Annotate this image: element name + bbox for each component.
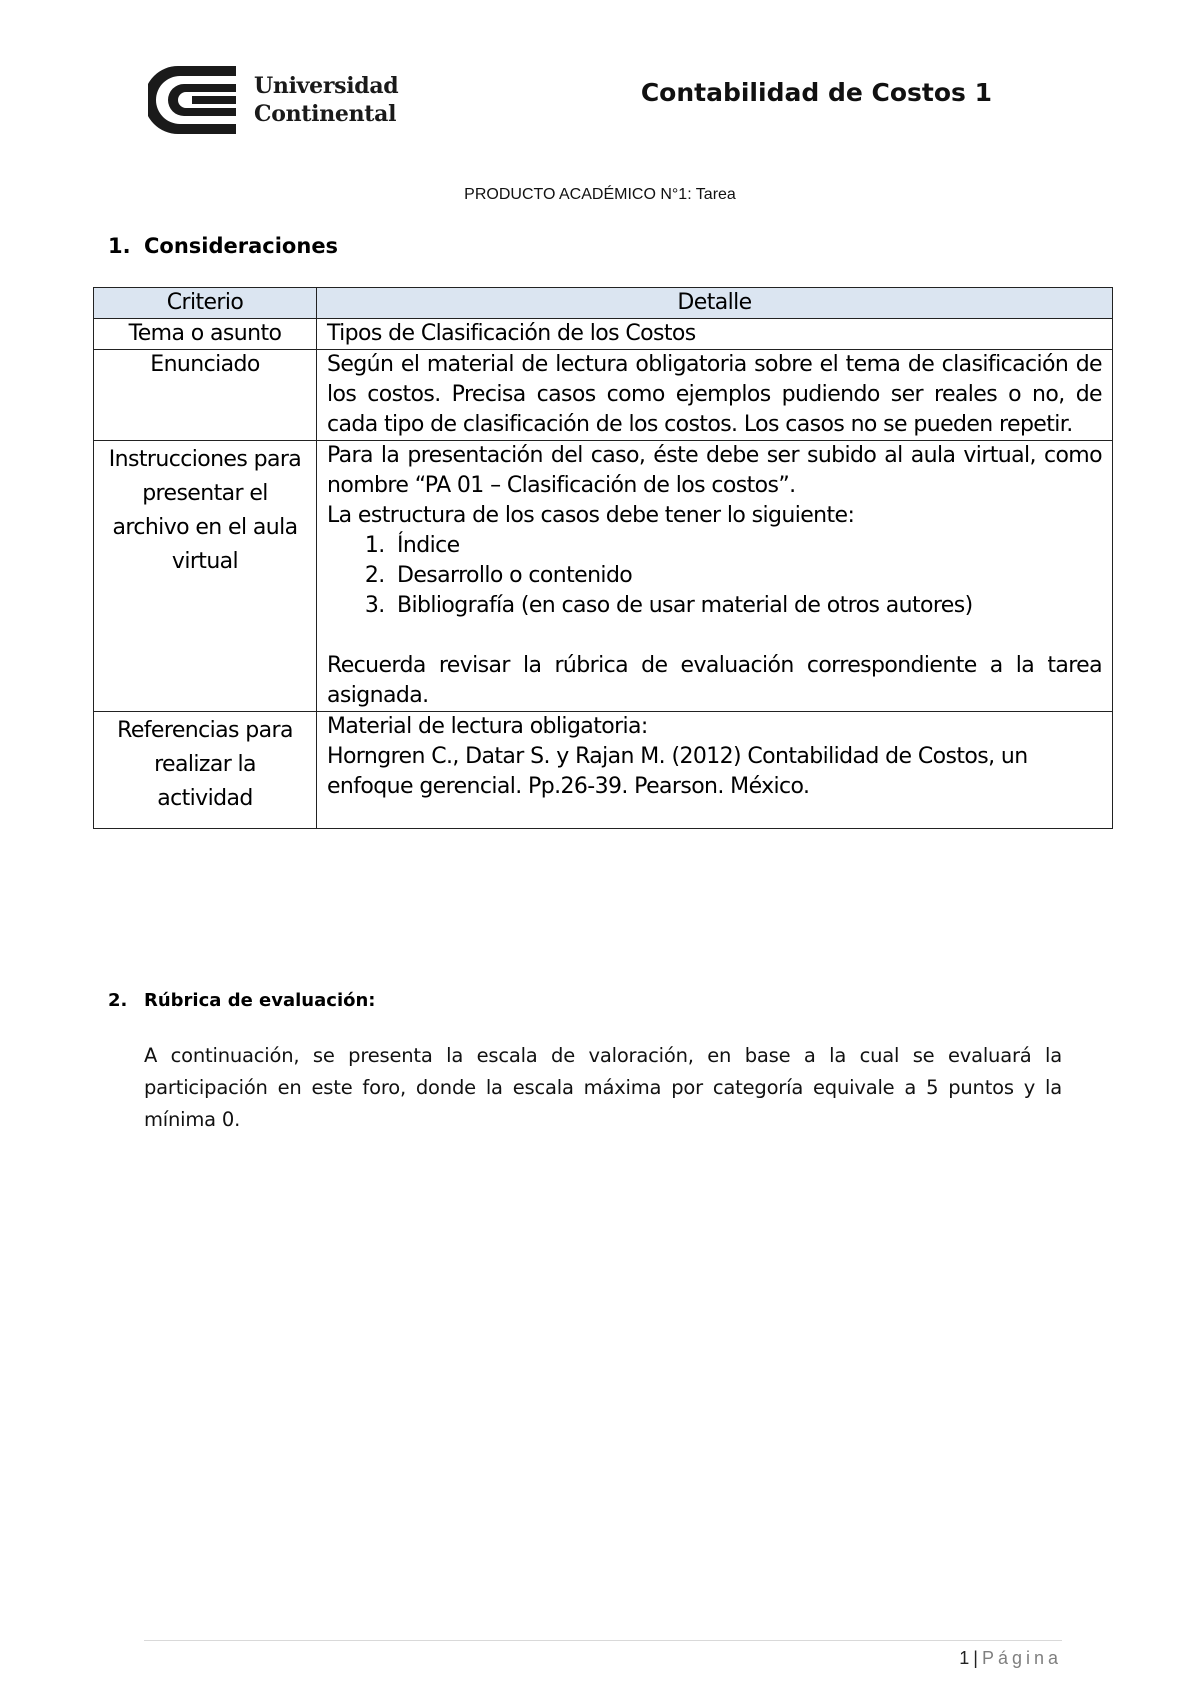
table-row <box>94 319 1113 350</box>
references-line-2: Horngren C., Datar S. y Rajan M. (2012) Contabilidad de Costos, un enfoque gerencial. Pp.26-39. Pearson. México. <box>327 744 1028 799</box>
page-number: 1 <box>959 1648 970 1668</box>
list-item: 3. Bibliografía (en caso de usar material de otros autores) <box>391 591 1102 621</box>
structure-list <box>327 531 1102 621</box>
detalle-cell: Tipos de Clasificación de los Costos <box>317 319 1113 350</box>
criterio-cell: Enunciado <box>94 350 317 441</box>
section-2-title: Rúbrica de evaluación: <box>144 990 376 1011</box>
logo-line-1: Universidad <box>254 73 399 99</box>
detalle-cell <box>317 712 1113 829</box>
references-line-1: Material de lectura obligatoria: <box>327 714 648 739</box>
section-2-paragraph: A continuación, se presenta la escala de valoración, en base a la cual se evaluará la participación en este foro, donde la escala máxima por categoría equivale a 5 puntos y la mínima 0. <box>144 1044 1062 1131</box>
page-footer <box>144 1648 1062 1669</box>
course-title: Contabilidad de Costos 1 <box>640 78 992 107</box>
spacer <box>327 621 1102 651</box>
table-row <box>94 712 1113 829</box>
criterio-cell: Tema o asunto <box>94 319 317 350</box>
list-item: 1. Índice <box>391 531 1102 561</box>
detalle-cell <box>317 441 1113 712</box>
section-1-number: 1. <box>108 234 131 258</box>
footer-separator: | <box>973 1648 978 1668</box>
detalle-cell: Según el material de lectura obligatoria sobre el tema de clasificación de los costos. Precisa casos como ejemplos pudiendo ser reales o no, de cada tipo de clasificación de los costos. Los casos no se pueden repetir. <box>317 350 1113 441</box>
list-item: 2. Desarrollo o contenido <box>391 561 1102 591</box>
section-2-heading <box>108 990 376 1011</box>
criterio-cell: Instrucciones para presentar el archivo en el aula virtual <box>94 441 317 712</box>
section-1-title: Consideraciones <box>144 234 339 258</box>
university-logo-text <box>254 72 398 128</box>
document-subtitle: PRODUCTO ACADÉMICO N°1: Tarea <box>464 186 736 203</box>
page-label: Página <box>981 1648 1062 1668</box>
table-row <box>94 441 1113 712</box>
section-1-heading <box>108 234 338 258</box>
column-header-criterio: Criterio <box>94 288 317 319</box>
table-row <box>94 350 1113 441</box>
criterio-cell: Referencias para realizar la actividad <box>94 712 317 829</box>
considerations-table <box>93 287 1113 829</box>
university-logo <box>148 62 408 138</box>
table-header-row <box>94 288 1113 319</box>
university-logo-mark-icon <box>148 62 240 138</box>
footer-divider <box>144 1640 1062 1641</box>
instructions-structure: La estructura de los casos debe tener lo siguiente: <box>327 503 855 528</box>
instructions-reminder: Recuerda revisar la rúbrica de evaluación correspondiente a la tarea asignada. <box>327 653 1102 708</box>
section-2-number: 2. <box>108 990 128 1011</box>
column-header-detalle: Detalle <box>317 288 1113 319</box>
logo-line-2: Continental <box>254 101 397 127</box>
instructions-intro: Para la presentación del caso, éste debe ser subido al aula virtual, como nombre “PA 01 – Clasificación de los costos”. <box>327 443 1102 498</box>
